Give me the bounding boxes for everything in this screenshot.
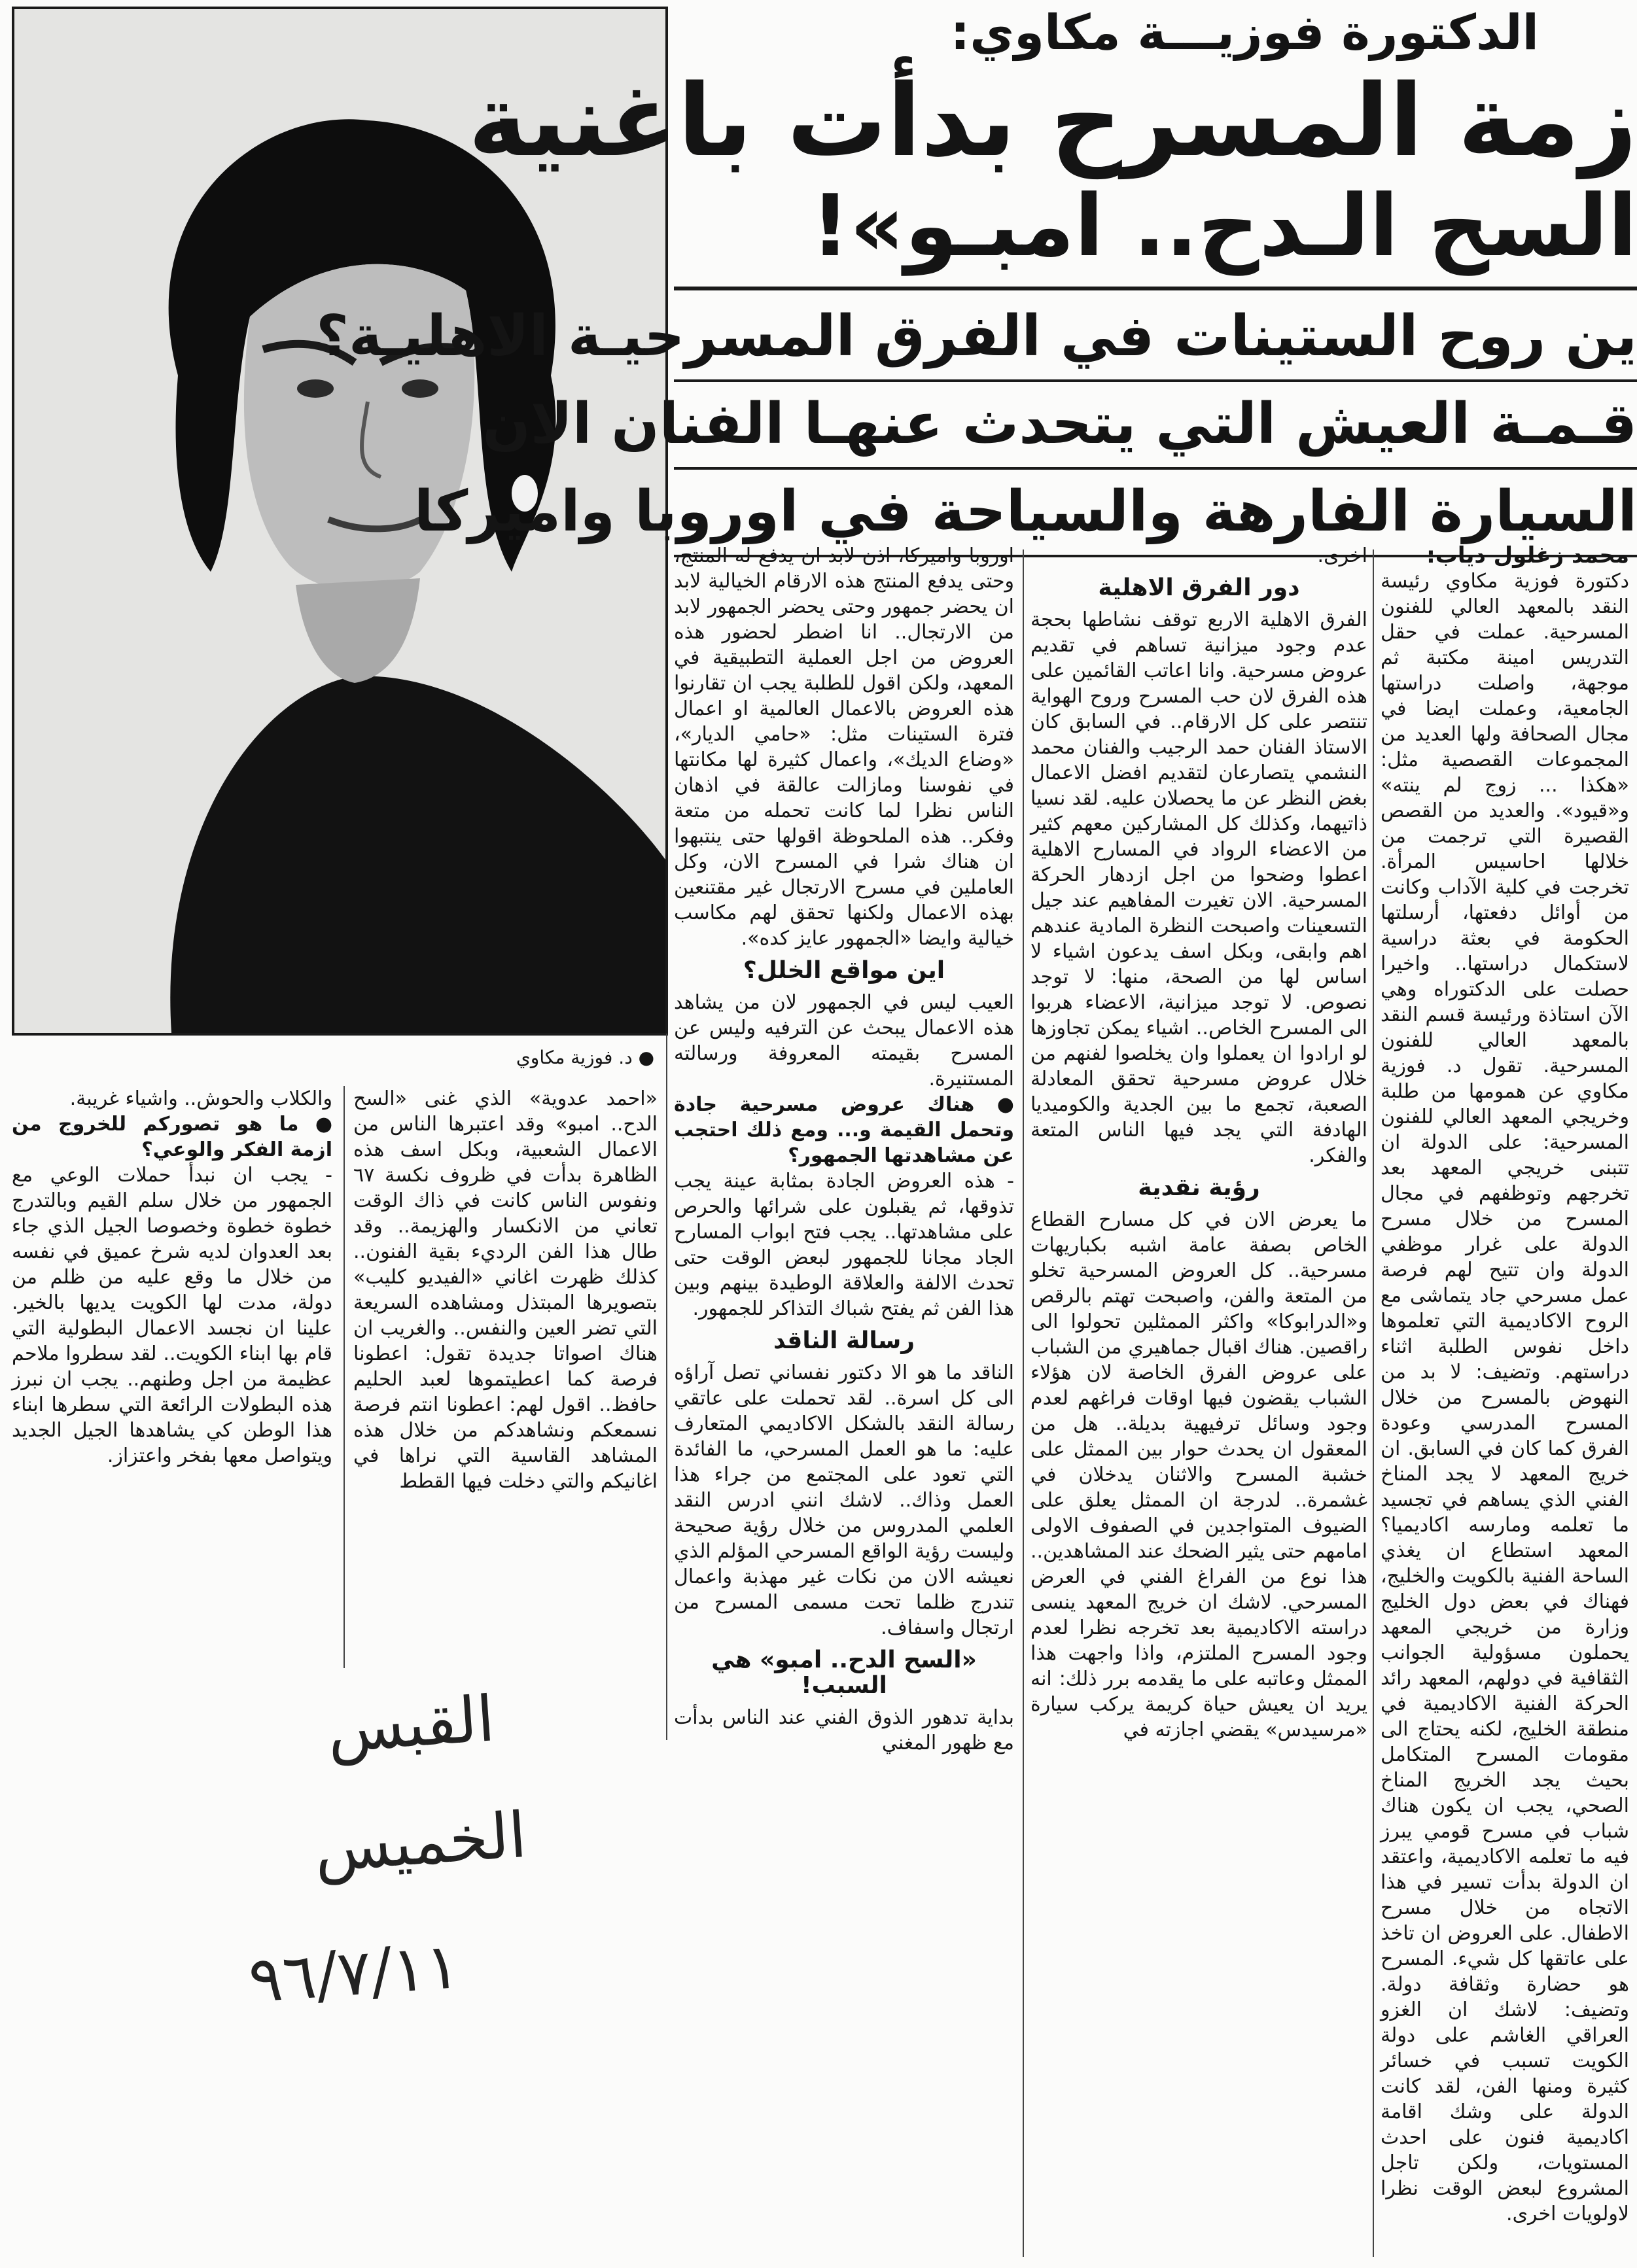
column-2-text-c: ما يعرض الان في كل مسارح القطاع الخاص بصفة عامة اشبه بكباريهات مسرحية.. كل العروض المسرحية تخلو من المتعة والفن، واصبحت تهتم بالرقص و«الدرابوكا» واكثر الممثلين تحولوا الى راقصين. هناك اقبال جماهيري من الشباب على عروض الفرق الخاصة لان هؤلاء الشباب يقضون فيها اوقات فراغهم لعدم وجود وسائل ترفيهية بديلة.. هل من المعقول ان يحدث حوار بين الممثل على خشبة المسرح والاثنان يدخلان في غشمرة.. لدرجة ان الممثل يعلق على الضيوف المتواجدين في الصفوف الاولى امامهم حتى يثير الضحك عند المشاهدين.. هذا نوع من الفراغ الفني في العرض المسرحي. لاشك ان خريج المعهد ينسى دراسته الاكاديمية بعد تخرجه نظرا لعدم وجود المسرح الملتزم، واذا واجهت هذا الممثل وعاتبه على ما يقدمه برر ذلك: انه يريد ان يعيش حياة كريمة يركب سيارة «مرسيدس» يقضي اجازته في: [1030, 1208, 1367, 1741]
section-heading-sah-dah: «السح الدح.. امبو» هي السبب!: [711, 1647, 977, 1699]
headline-kicker: الدكتورة فوزيـــة مكاوي:: [950, 5, 1539, 61]
headline-rule: [674, 287, 1637, 290]
headline-line-1: زمة المسرح بدأت باغنية: [468, 63, 1637, 179]
column-2: [1030, 543, 1367, 2263]
column-divider: [1373, 550, 1374, 2257]
byline: محمد زغلول دياب:: [1426, 542, 1629, 568]
handwritten-date: ٩٦/٧/١١: [246, 1928, 463, 2017]
section-heading-ruya: رؤية نقدية: [1138, 1174, 1260, 1201]
column-4: [353, 1086, 658, 1675]
section-heading-khalal: اين مواقع الخلل؟: [743, 957, 945, 984]
question-1: ● هناك عروض مسرحية جادة وتحمل القيمة و... ومع ذلك احتجب عن مشاهدتها الجمهور؟: [674, 1093, 1014, 1167]
handwritten-source: القبس: [325, 1682, 497, 1767]
column-1-text: دكتورة فوزية مكاوي رئيسة النقد بالمعهد العالي للفنون المسرحية. عملت في حقل التدريس امينة مكتبة ثم موجهة، واصلت دراستها الجامعية، وعملت ايضا في مجال الصحافة ولها العديد من المجموعات القصصية مثل: «هكذا ... زوج لم ينته» و«قيود». والعديد من القصص القصيرة التي ترجمت من خلالها احاسيس المرأة. تخرجت في كلية الآداب وكانت من أوائل دفعتها، أرسلتها الحكومة في بعثة دراسية لاستكمال دراستها.. واخيرا حصلت على الدكتوراه وهي الآن استاذة ورئيسة قسم النقد بالمعهد العالي للفنون المسرحية. تقول د. فوزية مكاوي عن همومها من طلبة وخريجي المعهد العالي للفنون المسرحية: على الدولة ان تتبنى خريجي المعهد بعد تخرجهم وتوظفهم في مجال المسرح من خلال مسرح الدولة على غرار موظفي الدولة وان تتيح لهم فرصة عمل مسرحي جاد يتماشى مع الروح الاكاديمية التي تعلموها داخل نفوس الطلبة اثناء دراستهم. وتضيف: لا بد من النهوض بالمسرح من خلال المسرح المدرسي وعودة الفرق كما كان في السابق. ان خريج المعهد لا يجد المناخ الفني الذي يساهم في تجسيد ما تعلمه ومارسه اكاديميا؟ المعهد استطاع ان يغذي الساحة الفنية بالكويت والخليج، فهناك في بعض دول الخليج وزارة من خريجي المعهد يحملون مسؤولية الجوانب الثقافية في دولهم، المعهد رائد الحركة الفنية الاكاديمية في منطقة الخليج، لكنه يحتاج الى مقومات المسرح المتكامل بحيث يجد الخريج المناخ الصحي، يجب ان يكون هناك شباب في مسرح قومي يبرز فيه ما تعلمه الاكاديمية، واعتقد ان الدولة بدأت تسير في هذا الاتجاه من خلال مسرح الاطفال. على العروض ان تاخذ على عاتقها كل شيء. المسرح هو حضارة وثقافة دولة. وتضيف: لاشك ان الغزو العراقي الغاشم على دولة الكويت تسبب في خسائر كثيرة ومنها الفن، لقد كانت الدولة على وشك اقامة اكاديمية فنون على احدث المستويات، ولكن تاجل المشروع لبعض الوقت نظرا لاولويات اخرى.: [1381, 570, 1629, 2225]
column-2-text-a: اخرى.: [1317, 544, 1367, 567]
subheadline-3: السيارة الفارهة والسياحة في اوروبا واميركا: [674, 470, 1637, 557]
subheadline-1: ين روح الستينات في الفرق المسرحيـة الاهليـة؟: [674, 294, 1637, 382]
section-heading-naqid: رسالة الناقد: [773, 1327, 915, 1354]
column-3-text-c: - هذه العروض الجادة بمثابة عينة يجب تذوقها، ثم يقبلون على شرائها والحرص على مشاهدتها.. يجب فتح ابواب المسارح الجاد مجانا للجمهور لبعض الوقت حتى تحدث الالفة والعلاقة الوطيدة بينهم وبين هذا الفن ثم يفتح شباك التذاكر للجمهور.: [674, 1170, 1014, 1320]
column-3-text-d: الناقد ما هو الا دكتور نفساني تصل آراؤه الى كل اسرة.. لقد تحملت على عاتقي رسالة النقد بالشكل الاكاديمي المتعارف عليه: ما هو العمل المسرحي، ما الفائدة التي تعود على المجتمع من جراء هذا العمل وذاك.. لاشك انني ادرس النقد العلمي المدروس من خلال رؤية صحيحة وليست رؤية الواقع المسرحي المؤلم الذي نعيشه الان من نكات غير مهذبة واعمال تندرج ظلما تحت مسمى المسرح من ارتجال واسفاف.: [674, 1361, 1014, 1639]
headline-block: [316, 0, 1637, 557]
column-3-text-e: بداية تدهور الذوق الفني عند الناس بدأت مع ظهور المغني: [674, 1706, 1014, 1754]
column-5: [12, 1086, 332, 1675]
column-1: [1381, 543, 1629, 2263]
column-3-text-b: العيب ليس في الجمهور لان من يشاهد هذه الاعمال يبحث عن الترفيه وليس عن المسرح بقيمته المعروفة ورسالته المستنيرة.: [674, 991, 1014, 1090]
subheadline-2: قـمـة العيش التي يتحدث عنهـا الفنان الان: [674, 382, 1637, 470]
handwritten-note: [131, 1675, 589, 2133]
section-heading-ahlia: دور الفرق الاهلية: [1098, 574, 1300, 601]
column-5-text-a: والكلاب والحوش.. واشياء غريبة.: [69, 1087, 332, 1110]
column-4-text: «احمد عدوية» الذي غنى «السح الدح.. امبو» وقد اعتبرها الناس من الاعمال الشعبية، وبكل اسف هذه الظاهرة بدأت في ظروف نكسة ٦٧ ونفوس الناس كانت في ذاك الوقت تعاني من الانكسار والهزيمة.. وقد طال هذا الفن الرديء بقية الفنون.. كذلك ظهرت اغاني «الفيديو كليب» بتصويرها المبتذل ومشاهده السريعة التي تضر العين والنفس.. والغريب ان هناك اصواتا جديدة تقول: اعطونا فرصة كما اعطيتموها لعبد الحليم حافظ.. اقول لهم: اعطونا انتم فرصة نسمعكم ونشاهدكم من خلال هذه المشاهد القاسية التي نراها في اغانيكم والتي دخلت فيها القطط: [353, 1087, 658, 1493]
headline-line-2: السح الـدح.. امبـو»!: [811, 176, 1637, 275]
column-divider: [343, 1086, 345, 1668]
column-3: [674, 543, 1014, 2263]
question-2: ● ما هو تصوركم للخروج من ازمة الفكر والوعي؟: [12, 1113, 332, 1161]
photo-caption: ● د. فوزية مكاوي: [516, 1047, 654, 1068]
column-divider: [1023, 550, 1024, 2257]
handwritten-day: الخميس: [311, 1798, 529, 1887]
column-3-text-a: اوروبا واميركا، اذن لابد ان يدفع له المنتج، وحتى يدفع المنتج هذه الارقام الخيالية لابد ان يحضر جمهور وحتى يحضر الجمهور لابد من الارتجال.. انا اضطر لحضور هذه العروض من اجل العملية التطبيقية في المعهد، ولكن اقول للطلبة يجب ان تقارنوا هذه العروض بالاعمال العالمية او اعمال فترة الستينات مثل: «حامي الديار»، «وضاع الديك»، واعمال كثيرة لها مكانتها في نفوسنا ومازالت عالقة في اذهان الناس نظرا لما كانت تحمله من متعة وفكر.. هذه الملحوظة اقولها حتى ينتبهوا ان هناك شرا في المسرح الان، وكل العاملين في مسرح الارتجال غير مقتنعين بهذه الاعمال ولكنها تحقق لهم مكاسب خيالية وايضا «الجمهور عايز كده».: [674, 544, 1014, 950]
column-5-text-b: - يجب ان نبدأ حملات الوعي مع الجمهور من خلال سلم القيم وبالتدرج خطوة خطوة وخصوصا الجيل الذي جاء بعد العدوان لديه شرخ عميق في نفسه من خلال ما وقع عليه من ظلم من دولة، مدت لها الكويت يديها بالخير. علينا ان نجسد الاعمال البطولية التي قام بها ابناء الكويت.. لقد سطروا ملاحم عظيمة من اجل وطنهم.. يجب ان نبرز هذه البطولات الرائعة التي سطرها ابناء هذا الوطن كي يشاهدها الجيل الجديد ويتواصل معها بفخر واعتزاز.: [12, 1164, 332, 1467]
column-2-text-b: الفرق الاهلية الاربع توقف نشاطها بحجة عدم وجود ميزانية تساهم في تقديم عروض مسرحية. وانا اعاتب القائمين على هذه الفرق لان حب المسرح وروح الهواية تنتصر على كل الارقام.. في السابق كان الاستاذ الفنان حمد الرجيب والفنان محمد النشمي يتصارعان لتقديم افضل الاعمال بغض النظر عن ما يحصلان عليه. لقد نسيا ذاتيهما، وكذلك كل المشاركين معهم كثير من الاعضاء الرواد في المسارح الاهلية اعطوا وضحوا من اجل ازدهار الحركة المسرحية. الان تغيرت المفاهيم عند جيل التسعينات واصبحت النظرة المادية عندهم اهم وابقى، وبكل اسف يدعون اشياء لا اساس لها من الصحة، منها: لا توجد نصوص. لا توجد ميزانية، الاعضاء هربوا الى المسرح الخاص.. اشياء يمكن تجاوزها لو ارادوا ان يعملوا وان يخلصوا لفنهم من خلال عروض مسرحية تحقق المعادلة الصعبة، تجمع ما بين الجدية والكوميديا الهادفة التي يجد فيها الناس المتعة والفكر.: [1030, 608, 1367, 1167]
column-divider: [666, 1034, 667, 1740]
